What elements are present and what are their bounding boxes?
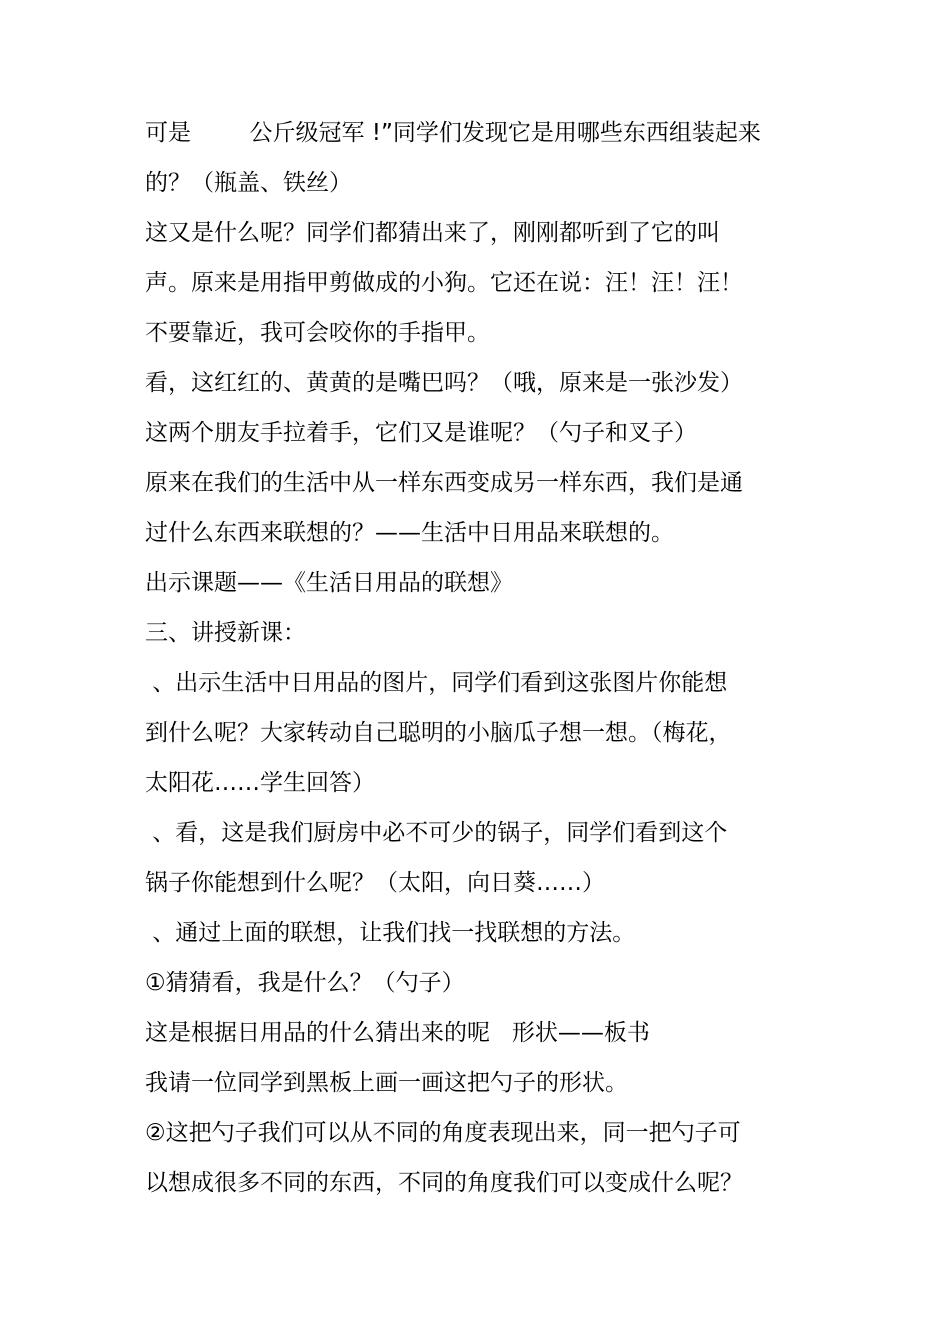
text-line-4: 声。原来是用指甲剪做成的小狗。它还在说：汪！汪！汪！ bbox=[145, 270, 743, 296]
text-line-16: 锅子你能想到什么呢？（太阳，向日葵……） bbox=[145, 870, 605, 896]
text-line-7: 这两个朋友手拉着手，它们又是谁呢？（勺子和叉子） bbox=[145, 420, 697, 446]
text-line-20: 我请一位同学到黑板上画一画这把勺子的形状。 bbox=[145, 1070, 628, 1096]
text-line-22: 以想成很多不同的东西，不同的角度我们可以变成什么呢？ bbox=[145, 1170, 743, 1196]
text-line-5: 不要靠近，我可会咬你的手指甲。 bbox=[145, 320, 490, 346]
text-line-3: 这又是什么呢？同学们都猜出来了，刚刚都听到了它的叫 bbox=[145, 220, 720, 246]
text-line-15: 、看，这是我们厨房中必不可少的锅子，同学们看到这个 bbox=[145, 820, 728, 846]
document-body bbox=[145, 108, 825, 1208]
text-line-19: 这是根据日用品的什么猜出来的呢 形状——板书 bbox=[145, 1020, 650, 1046]
text-line-8: 原来在我们的生活中从一样东西变成另一样东西，我们是通 bbox=[145, 470, 743, 496]
text-line-18: ①猜猜看，我是什么？（勺子） bbox=[145, 970, 465, 996]
text-line-21: ②这把勺子我们可以从不同的角度表现出来，同一把勺子可 bbox=[145, 1120, 741, 1146]
text-line-14: 太阳花……学生回答） bbox=[145, 770, 375, 796]
text-line-12: 、出示生活中日用品的图片，同学们看到这张图片你能想 bbox=[145, 670, 728, 696]
text-line-17: 、通过上面的联想，让我们找一找联想的方法。 bbox=[145, 920, 636, 946]
text-line-9: 过什么东西来联想的？——生活中日用品来联想的。 bbox=[145, 520, 674, 546]
section-heading-new-lesson: 三、讲授新课： bbox=[145, 620, 306, 646]
text-line-2: 的？（瓶盖、铁丝） bbox=[145, 170, 352, 196]
text-line-6: 看，这红红的、黄黄的是嘴巴吗？（哦，原来是一张沙发） bbox=[145, 370, 743, 396]
text-line-1: 可是 公斤级冠军 !”同学们发现它是用哪些东西组装起来 bbox=[145, 120, 761, 146]
section-heading-topic: 出示课题——《生活日用品的联想》 bbox=[145, 570, 513, 596]
text-line-13: 到什么呢？大家转动自己聪明的小脑瓜子想一想。（梅花， bbox=[145, 720, 732, 746]
